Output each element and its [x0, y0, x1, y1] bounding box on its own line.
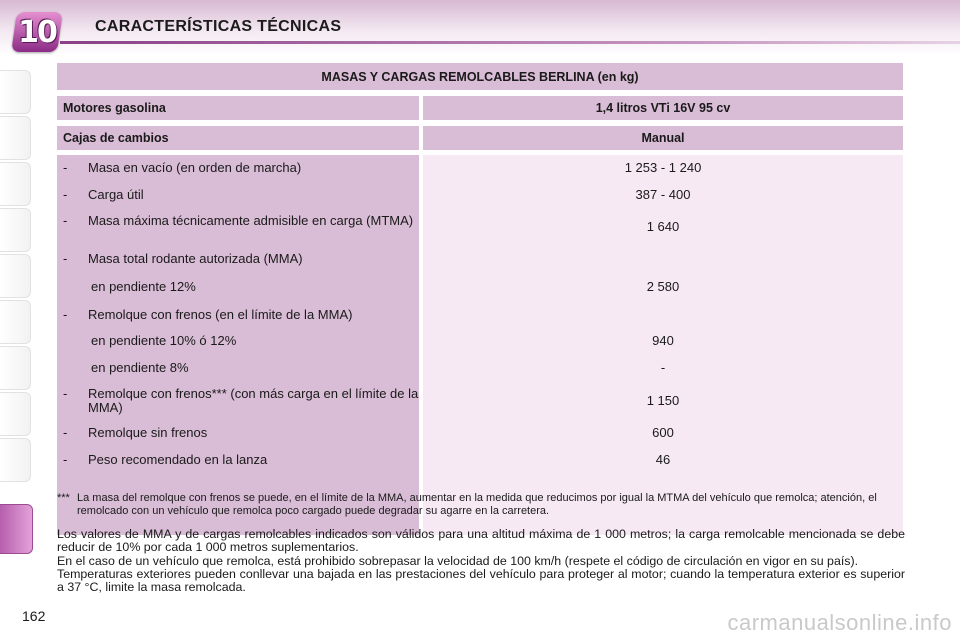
- table-row-value: 600: [652, 425, 674, 440]
- notes: [57, 528, 905, 594]
- chapter-tab[interactable]: [0, 70, 31, 114]
- chapter-tab[interactable]: [0, 392, 31, 436]
- table-row-label: - Masa en vacío (en orden de marcha): [63, 160, 302, 175]
- table-row-label: - Remolque con frenos (en el límite de la MMA): [63, 307, 353, 322]
- footnote-text: La masa del remolque con frenos se puede, en el límite de la MMA, aumentar en la medida que reducimos por igual la MTMA del vehículo que remolca; atención, el remolcado con un vehículo que remolca poco cargado puede degradar su agarre en la carretera.: [77, 492, 877, 517]
- table-row-value: -: [660, 360, 666, 375]
- table-row-value: 387 - 400: [635, 187, 691, 202]
- chapter-tab[interactable]: [0, 300, 31, 344]
- table-row-label: en pendiente 10% ó 12%: [91, 333, 237, 348]
- chapter-tab[interactable]: [0, 438, 31, 482]
- gearbox-label: Cajas de cambios: [57, 126, 419, 150]
- table-row-value: 940: [652, 333, 674, 348]
- page-title: CARACTERÍSTICAS TÉCNICAS: [95, 18, 342, 35]
- chapter-number: 10: [18, 14, 56, 50]
- table-row-value: 1 150: [646, 393, 680, 408]
- engine-label: Motores gasolina: [57, 96, 419, 120]
- note-paragraph: Temperaturas exteriores pueden conllevar una bajada en las prestaciones del vehículo para proteger al motor; cuando la temperatura exterior es superior a 37 °C, limite la masa remolcada.: [57, 566, 905, 595]
- note-paragraph: Los valores de MMA y de cargas remolcables indicados son válidos para una altitud máxima de 1 000 metros; la carga remolcable mencionada se debe reducir de 10% por cada 1 000 metros suplementarios.: [57, 527, 905, 555]
- table-row-label: - Remolque sin frenos: [63, 425, 208, 440]
- chapter-tab[interactable]: [0, 162, 31, 206]
- header-divider: [60, 41, 960, 44]
- engine-value: 1,4 litros VTi 16V 95 cv: [423, 96, 903, 120]
- table-row-label: - Masa total rodante autorizada (MMA): [63, 251, 303, 266]
- table-row-label: - Remolque con frenos*** (con más carga en el límite de la MMA): [63, 386, 419, 415]
- table-row-label: en pendiente 12%: [91, 279, 196, 294]
- table-title: MASAS Y CARGAS REMOLCABLES BERLINA (en kg): [321, 69, 639, 84]
- note-paragraph: En el caso de un vehículo que remolca, está prohibido sobrepasar la velocidad de 100 km/h (respete el código de circulación en vigor en su país).: [57, 553, 859, 568]
- table-row-label: - Peso recomendado en la lanza: [63, 452, 268, 467]
- table-row-label: en pendiente 8%: [91, 360, 189, 375]
- table-row-value: 1 253 - 1 240: [624, 160, 702, 175]
- chapter-tab[interactable]: [0, 254, 31, 298]
- chapter-tab-active[interactable]: [0, 504, 33, 554]
- chapter-tab[interactable]: [0, 116, 31, 160]
- table-row-value: 1 640: [646, 219, 680, 234]
- gearbox-value: Manual: [423, 126, 903, 150]
- table-title-row: [57, 63, 903, 90]
- watermark: carmanualsonline.info: [727, 610, 952, 635]
- table-row-value: 46: [655, 452, 671, 467]
- footnote-marker: ***: [57, 492, 70, 504]
- page-number: 162: [22, 608, 46, 624]
- footnote: [57, 492, 905, 518]
- table-row-label: - Carga útil: [63, 187, 144, 202]
- chapter-tab[interactable]: [0, 346, 31, 390]
- chapter-tab[interactable]: [0, 208, 31, 252]
- table-row-label: - Masa máxima técnicamente admisible en carga (MTMA): [63, 213, 414, 228]
- table-row-value: 2 580: [646, 279, 680, 294]
